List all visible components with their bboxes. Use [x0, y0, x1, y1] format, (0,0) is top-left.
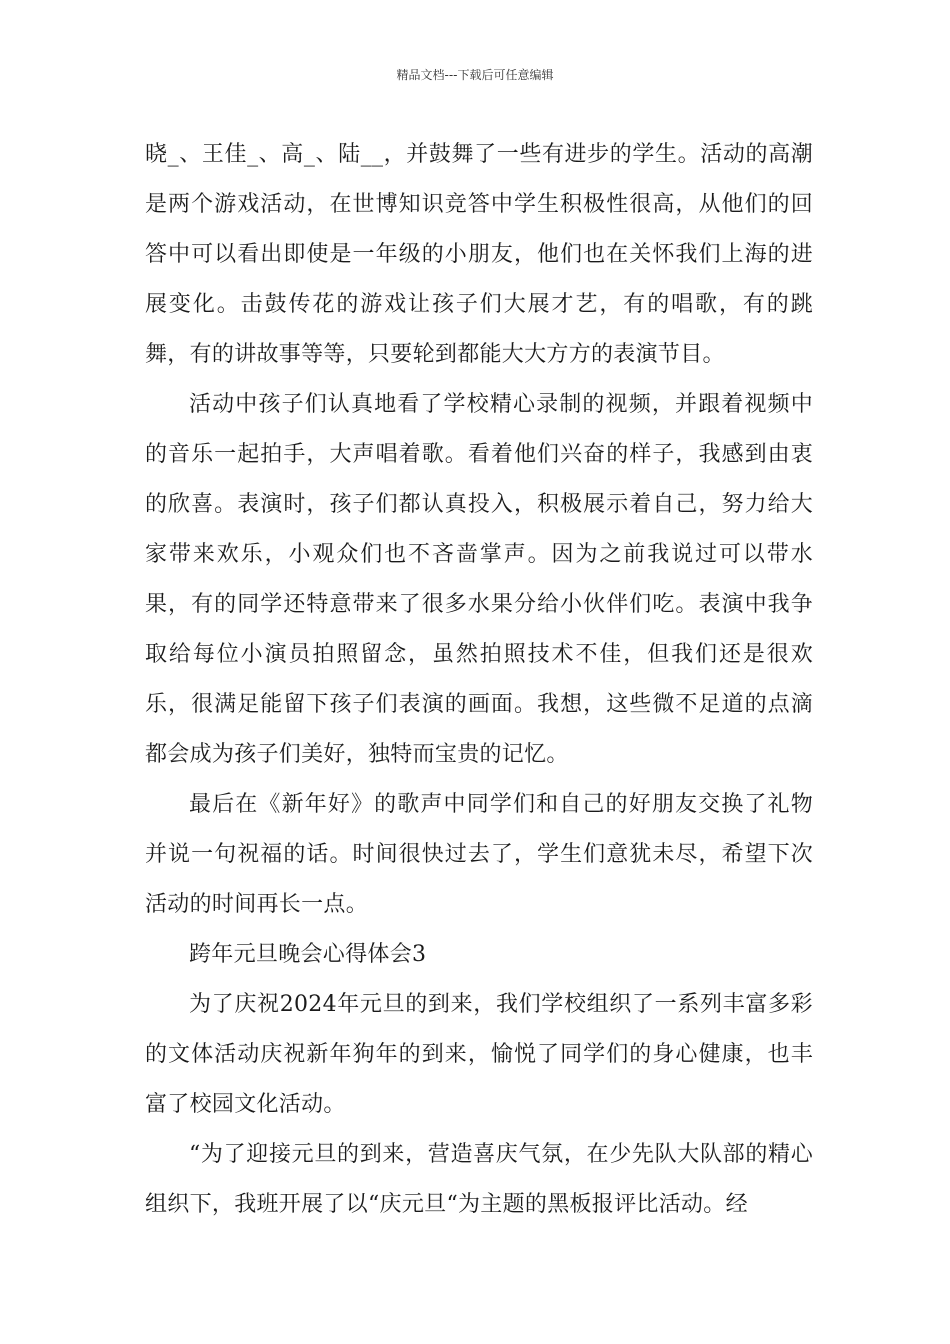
- paragraph-2: 活动中孩子们认真地看了学校精心录制的视频，并跟着视频中的音乐一起拍手，大声唱着歌。看着他们兴奋的样子，我感到由衷的欣喜。表演时，孩子们都认真投入，积极展示着自己，努力给大家带来欢乐，小观众们也不吝啬掌声。因为之前我说过可以带水果，有的同学还特意带来了很多水果分给小伙伴们吃。表演中我争取给每位小演员拍照留念，虽然拍照技术不佳，但我们还是很欢乐，很满足能留下孩子们表演的画面。我想，这些微不足道的点滴都会成为孩子们美好，独特而宝贵的记忆。: [145, 392, 813, 767]
- paragraph-4: 为了庆祝2024年元旦的到来，我们学校组织了一系列丰富多彩的文体活动庆祝新年狗年的到来，愉悦了同学们的身心健康，也丰富了校园文化活动。: [145, 992, 813, 1117]
- page-header: 精品文档---下载后可任意编辑: [396, 68, 554, 82]
- document-body: [145, 130, 813, 1230]
- paragraph-5: “为了迎接元旦的到来，营造喜庆气氛，在少先队大队部的精心组织下，我班开展了以“庆元旦“为主题的黑板报评比活动。经: [145, 1142, 813, 1217]
- paragraph-1: 晓_、王佳_、高_、陆__，并鼓舞了一些有进步的学生。活动的高潮是两个游戏活动，在世博知识竞答中学生积极性很高，从他们的回答中可以看出即使是一年级的小朋友，他们也在关怀我们上海的进展变化。击鼓传花的游戏让孩子们大展才艺，有的唱歌，有的跳舞，有的讲故事等等，只要轮到都能大大方方的表演节目。: [145, 142, 813, 367]
- section-heading: 跨年元旦晚会心得体会3: [189, 942, 427, 967]
- paragraph-3: 最后在《新年好》的歌声中同学们和自己的好朋友交换了礼物并说一句祝福的话。时间很快过去了，学生们意犹未尽，希望下次活动的时间再长一点。: [145, 792, 813, 917]
